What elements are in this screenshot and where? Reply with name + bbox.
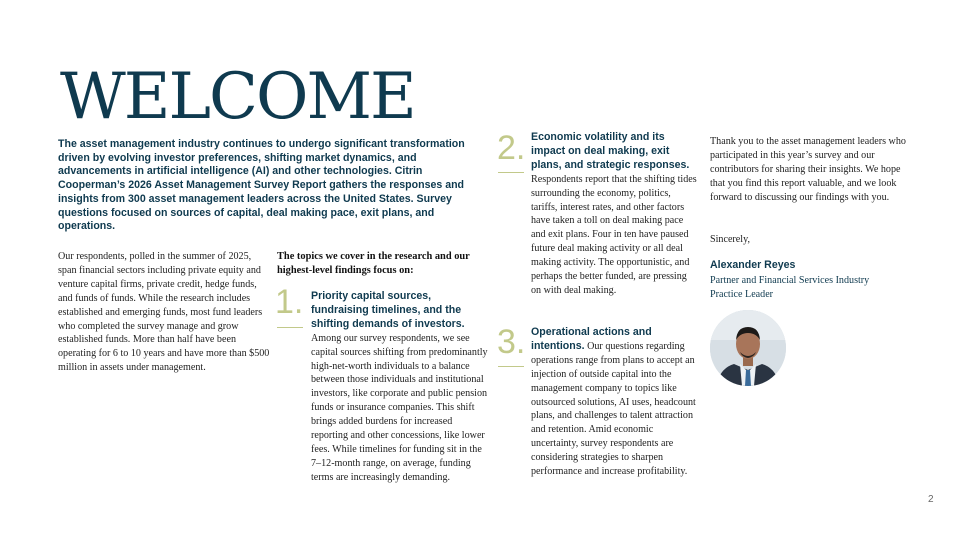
finding-body-1: Among our survey respondents, we see capital sources shifting from predominantly high-net-worth individuals to a balance between those individuals and institutional investors, like corporate and public pension funds or insurance companies. This shift brings added burdens for increased reporting and other concessions, like lower fees. While timelines for funding sit in the 7–12-month range, on average, funding terms are increasingly demanding. [311, 332, 488, 483]
thank-you-paragraph: Thank you to the asset management leaders who participated in this year’s survey and our contributors for sharing their insights. We hope that you find this report valuable, and we look forward to discussing our findings with you. [710, 136, 906, 203]
finding-rule-3 [498, 366, 524, 367]
finding-number-3: 3. [497, 323, 526, 361]
page-number: 2 [928, 494, 934, 505]
sincerely-text: Sincerely, [710, 234, 750, 245]
signatory-name: Alexander Reyes [710, 259, 796, 271]
finding-2 [531, 131, 697, 298]
finding-rule-1 [277, 327, 303, 328]
finding-3 [531, 326, 697, 479]
finding-heading-3: Operational actions and intentions. [531, 326, 652, 352]
signatory-title: Partner and Financial Services Industry Practice Leader [710, 275, 870, 300]
topics-intro: The topics we cover in the research and our highest-level findings focus on: [277, 251, 470, 276]
avatar [710, 310, 786, 386]
finding-heading-1: Priority capital sources, fundraising timelines, and the shifting demands of investors. [311, 290, 465, 330]
page-title: WELCOME [60, 60, 415, 134]
portrait-icon [710, 310, 786, 386]
finding-body-3: Our questions regarding operations range from plans to accept an injection of outside capital into the management company to topics like outsourced solutions, AI uses, headcount plans, and challenges to talent attraction and retention. Amid economic uncertainty, survey respondents are considering strategies to sharpen performance and increase profitability. [531, 340, 696, 478]
intro-paragraph: The asset management industry continues to undergo significant transformation driven by evolving investor preferences, shifting market dynamics, and advancements in artificial intelligence (AI) and other technologies. Citrin Cooperman’s 2026 Asset Management Survey Report gathers the responses and insights from 300 asset management leaders across the United States. Survey questions focused on sources of capital, deal making pace, exit plans, and operations. [58, 138, 465, 233]
finding-number-2: 2. [497, 129, 526, 167]
finding-heading-2: Economic volatility and its impact on deal making, exit plans, and strategic responses. [531, 131, 690, 171]
finding-number-1: 1. [275, 283, 304, 321]
respondents-paragraph: Our respondents, polled in the summer of 2025, span financial sectors including private equity and venture capital firms, private credit, hedge funds, and funds of funds. While the research includes established and emerging funds, most fund leaders who completed the survey manage and grow established funds. More than half have been operating for 6 to 10 years and have more than $500 million in assets under management. [58, 251, 270, 374]
finding-1 [311, 290, 489, 485]
finding-body-2: Respondents report that the shifting tides surrounding the economy, politics, tariffs, interest rates, and other factors have taken a toll on deal making pace and exit plans. Four in ten have paused future deal making activity or all deal making activity. The opportunistic, and perhaps the better funded, are pressing on with deal making. [531, 173, 697, 296]
finding-rule-2 [498, 172, 524, 173]
